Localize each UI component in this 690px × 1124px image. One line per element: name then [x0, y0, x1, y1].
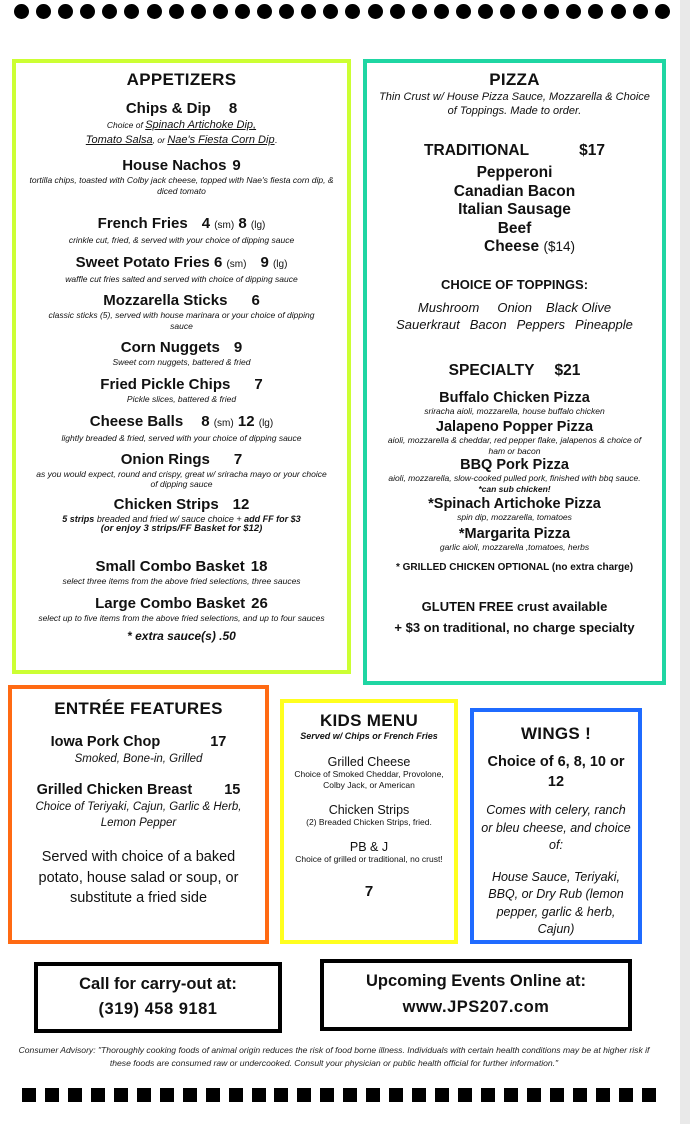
corn-nuggets-desc: Sweet corn nuggets, battered & fried	[112, 357, 251, 367]
sweet-potato-fries-desc: waffle cut fries salted and served with choice of dipping sauce	[65, 273, 298, 284]
scrollbar-track[interactable]	[680, 0, 690, 1124]
wings-sauces: House Sauce, Teriyaki, BBQ, or Dry Rub (lemon pepper, garlic & herb, Cajun)	[488, 869, 624, 936]
pizza-margarita: *Margarita Pizza	[458, 525, 571, 542]
consumer-advisory: Consumer Advisory: "Thoroughly cooking foods of animal origin reduces the risk of food borne illness. Individuals with certain health conditions may be at higher risk if these foods are consumed raw or undercooked. Consult your physician or public health official for further information."	[18, 1045, 650, 1068]
entree-served-with: Served with choice of a baked potato, house salad or soup, or substitute a fried side	[38, 849, 239, 906]
kids-chicken-strips: Chicken Strips	[328, 803, 410, 817]
large-combo-desc: select up to five items from the above fried selections, and up to four sauces	[38, 613, 325, 623]
menu-item-chips-dip: Chips & Dip 8	[125, 100, 238, 117]
toppings-heading: CHOICE OF TOPPINGS:	[440, 276, 589, 292]
kids-subheading: Served w/ Chips or French Fries	[300, 731, 438, 741]
bottom-square-border	[22, 1088, 656, 1102]
pizza-pepperoni: Pepperoni	[476, 164, 553, 181]
menu-item-onion-rings: Onion Rings 7	[120, 450, 243, 468]
extra-sauce-note: * extra sauce(s) .50	[127, 628, 236, 643]
kids-section	[280, 699, 458, 944]
kids-grilled-cheese: Grilled Cheese	[327, 755, 411, 769]
chips-dip-choices: Choice of Spinach Artichoke Dip, Tomato Salsa, or Nae's Fiesta Corn Dip.	[85, 119, 278, 146]
carry-out-phone[interactable]: (319) 458 9181	[98, 1000, 218, 1018]
nachos-desc: tortilla chips, toasted with Colby jack cheese, topped with Nae's fiesta corn dip, & diced tomato	[29, 175, 334, 196]
gluten-free-note: GLUTEN FREE crust available	[421, 599, 608, 614]
kids-pbj: PB & J	[349, 840, 389, 854]
kids-heading: KIDS MENU	[319, 711, 419, 730]
events-label: Upcoming Events Online at:	[365, 972, 587, 990]
jalapeno-desc: aioli, mozzarella & cheddar, red pepper flake, jalapenos & choice of ham or bacon	[387, 435, 642, 456]
chicken-strips-desc: 5 strips breaded and fried w/ sauce choice + add FF for $3	[62, 513, 301, 524]
menu-item-fried-pickle-chips: Fried Pickle Chips 7	[100, 375, 263, 393]
toppings-row-1: Mushroom Onion Black Olive	[417, 299, 612, 315]
spinach-desc: spin dip, mozzarella, tomatoes	[457, 512, 572, 522]
pizza-canadian-bacon: Canadian Bacon	[453, 182, 576, 200]
specialty-list	[367, 390, 662, 553]
pizza-buffalo-chicken: Buffalo Chicken Pizza	[439, 389, 590, 406]
events-website-link[interactable]: www.JPS207.com	[402, 998, 550, 1016]
menu-item-pork-chop: Iowa Pork Chop 17	[50, 734, 227, 750]
traditional-header: TRADITIONAL $17	[424, 142, 605, 159]
gluten-free-price: + $3 on traditional, no charge specialty	[394, 620, 635, 635]
menu-item-sweet-potato-fries: Sweet Potato Fries 6 (sm) 9 (lg)	[75, 253, 288, 271]
pizza-bbq-pork: BBQ Pork Pizza	[460, 457, 569, 473]
pizza-section	[363, 59, 666, 685]
menu-item-small-combo: Small Combo Basket 18	[95, 557, 268, 575]
grilled-chicken-note: * GRILLED CHICKEN OPTIONAL (no extra charge)	[395, 562, 634, 573]
onion-rings-desc: as you would expect, round and crispy, great w/ sriracha mayo or your choice of dipping sauce	[36, 468, 327, 489]
carry-out-label: Call for carry-out at:	[79, 975, 237, 993]
menu-item-corn-nuggets: Corn Nuggets 9	[120, 339, 243, 356]
specialty-header: SPECIALTY $21	[448, 361, 581, 379]
kids-pbj-desc: Choice of grilled or traditional, no crust!	[295, 854, 443, 864]
wings-heading: WINGS !	[520, 724, 592, 743]
appetizers-heading: APPETIZERS	[126, 70, 237, 89]
menu-item-french-fries: French Fries 4 (sm) 8 (lg)	[97, 215, 266, 232]
pizza-italian-sausage: Italian Sausage	[458, 201, 571, 218]
kids-price: 7	[364, 883, 374, 900]
grilled-chicken-desc: Choice of Teriyaki, Cajun, Garlic & Herb, Lemon Pepper	[35, 801, 242, 829]
entree-section	[8, 685, 269, 944]
wings-section	[470, 708, 642, 944]
menu-item-grilled-chicken: Grilled Chicken Breast 15	[36, 782, 241, 798]
french-fries-desc: crinkle cut, fried, & served with your choice of dipping sauce	[68, 235, 295, 245]
carry-out-box	[34, 962, 282, 1033]
buffalo-desc: sriracha aioli, mozzarella, house buffalo chicken	[424, 405, 605, 416]
menu-item-chicken-strips: Chicken Strips 12	[113, 495, 250, 513]
wings-comes-with: Comes with celery, ranch or bleu cheese, and choice of:	[481, 803, 631, 852]
appetizers-section	[12, 59, 351, 674]
margarita-desc: garlic aioli, mozzarella ,tomatoes, herbs	[439, 541, 590, 552]
menu-item-cheese-balls: Cheese Balls 8 (sm) 12 (lg)	[89, 413, 274, 430]
menu-item-large-combo: Large Combo Basket 26	[95, 595, 268, 612]
pickle-chips-desc: Pickle slices, battered & fried	[126, 393, 237, 404]
pizza-heading: PIZZA	[489, 70, 540, 89]
wings-choice: Choice of 6, 8, 10 or 12	[487, 754, 625, 790]
cheese-balls-desc: lightly breaded & fried, served with your choice of dipping sauce	[61, 433, 302, 443]
traditional-list	[367, 164, 662, 257]
pork-chop-desc: Smoked, Bone-in, Grilled	[74, 753, 203, 765]
bbq-desc: aioli, mozzarella, slow-cooked pulled pork, finished with bbq sauce. *can sub chicken!	[388, 473, 641, 494]
pizza-jalapeno-popper: Jalapeno Popper Pizza	[435, 419, 594, 435]
kids-chicken-strips-desc: (2) Breaded Chicken Strips, fried.	[306, 817, 432, 827]
pizza-beef: Beef	[497, 219, 532, 237]
entree-heading: ENTRÉE FEATURES	[54, 699, 223, 718]
chicken-strips-basket: (or enjoy 3 strips/FF Basket for $12)	[100, 523, 263, 534]
small-combo-desc: select three items from the above fried selections, three sauces	[62, 575, 301, 586]
events-box	[320, 959, 632, 1031]
kids-grilled-cheese-desc: Choice of Smoked Cheddar, Provolone, Colby Jack, or American	[294, 769, 444, 790]
pizza-intro: Thin Crust w/ House Pizza Sauce, Mozzarella & Choice of Toppings. Made to order.	[379, 91, 650, 117]
pizza-spinach-artichoke: *Spinach Artichoke Pizza	[428, 496, 601, 512]
menu-item-mozzarella-sticks: Mozzarella Sticks 6	[103, 292, 260, 309]
top-dot-border	[14, 4, 670, 19]
menu-item-house-nachos: House Nachos 9	[122, 157, 241, 174]
mozzarella-sticks-desc: classic sticks (5), served with house marinara or your choice of dipping sauce	[48, 310, 315, 331]
toppings-row-2: Sauerkraut Bacon Peppers Pineapple	[396, 316, 633, 332]
pizza-cheese: Cheese ($14)	[484, 238, 575, 255]
